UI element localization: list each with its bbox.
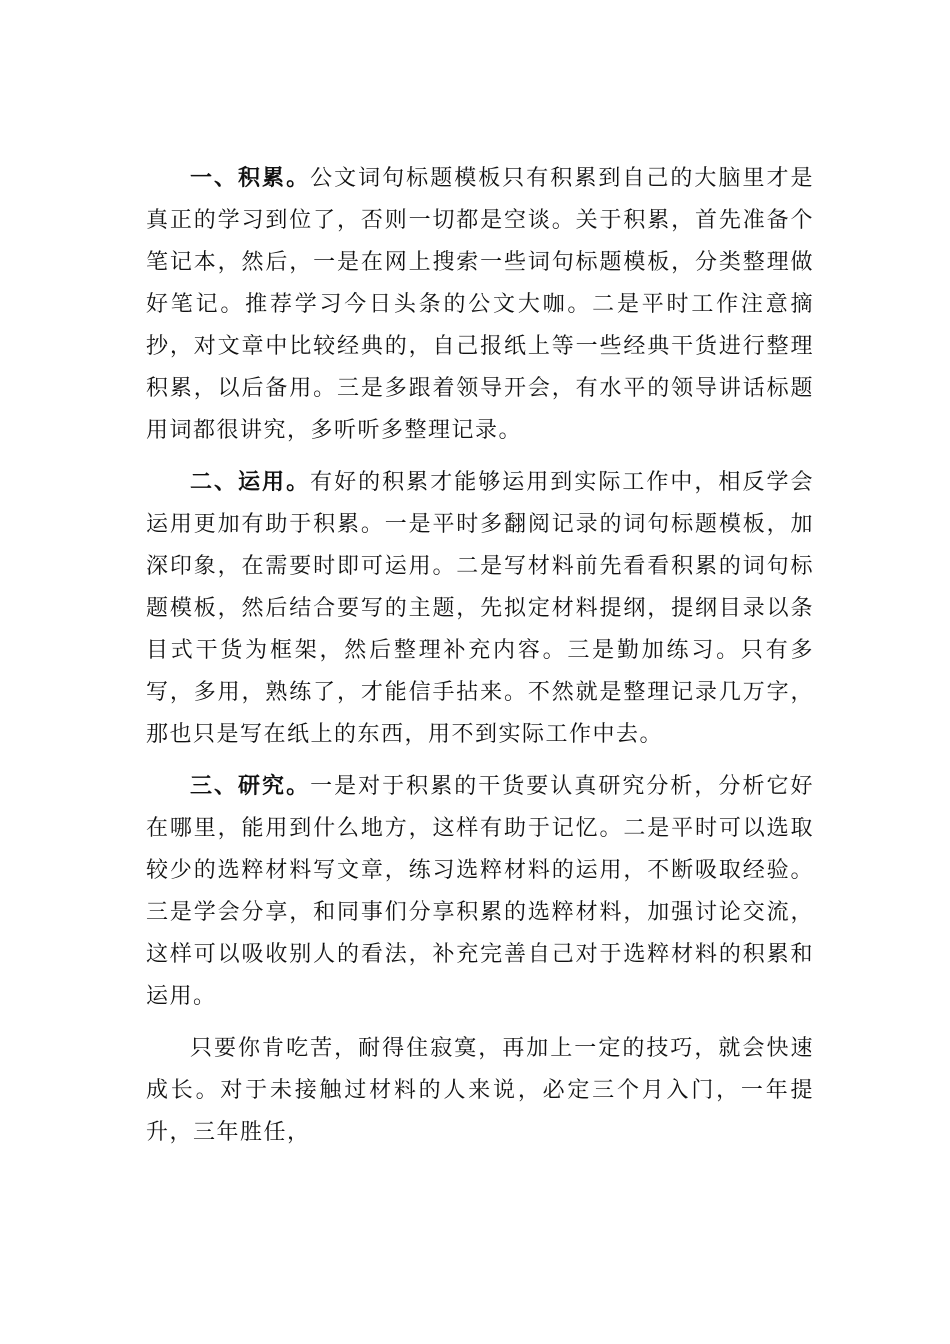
section-heading-accumulation: 一、积累。	[190, 166, 311, 191]
paragraph-accumulation	[146, 158, 814, 452]
paragraph-text: 有好的积累才能够运用到实际工作中，相反学会运用更加有助于积累。一是平时多翻阅记录的词句标题模板，加深印象，在需要时即可运用。二是写材料前先看看积累的词句标题模板，然后结合要写的主题，先拟定材料提纲，提纲目录以条目式干货为框架，然后整理补充内容。三是勤加练习。只有多写，多用，熟练了，才能信手拈来。不然就是整理记录几万字，那也只是写在纸上的东西，用不到实际工作中去。	[146, 470, 814, 747]
document-body	[146, 158, 814, 1164]
paragraph-conclusion	[146, 1028, 814, 1154]
paragraph-text: 只要你肯吃苦，耐得住寂寞，再加上一定的技巧，就会快速成长。对于未接触过材料的人来说，必定三个月入门，一年提升，三年胜任，	[146, 1036, 814, 1145]
paragraph-text: 公文词句标题模板只有积累到自己的大脑里才是真正的学习到位了，否则一切都是空谈。关于积累，首先准备个笔记本，然后，一是在网上搜索一些词句标题模板，分类整理做好笔记。推荐学习今日头条的公文大咖。二是平时工作注意摘抄，对文章中比较经典的，自己报纸上等一些经典干货进行整理积累，以后备用。三是多跟着领导开会，有水平的领导讲话标题用词都很讲究，多听听多整理记录。	[146, 166, 814, 443]
paragraph-application	[146, 462, 814, 756]
paragraph-text: 一是对于积累的干货要认真研究分析，分析它好在哪里，能用到什么地方，这样有助于记忆。二是平时可以选取较少的选粹材料写文章，练习选粹材料的运用，不断吸取经验。三是学会分享，和同事们分享积累的选粹材料，加强讨论交流，这样可以吸收别人的看法，补充完善自己对于选粹材料的积累和运用。	[146, 774, 814, 1009]
section-heading-research: 三、研究。	[190, 774, 311, 799]
paragraph-research	[146, 766, 814, 1018]
section-heading-application: 二、运用。	[190, 470, 311, 495]
